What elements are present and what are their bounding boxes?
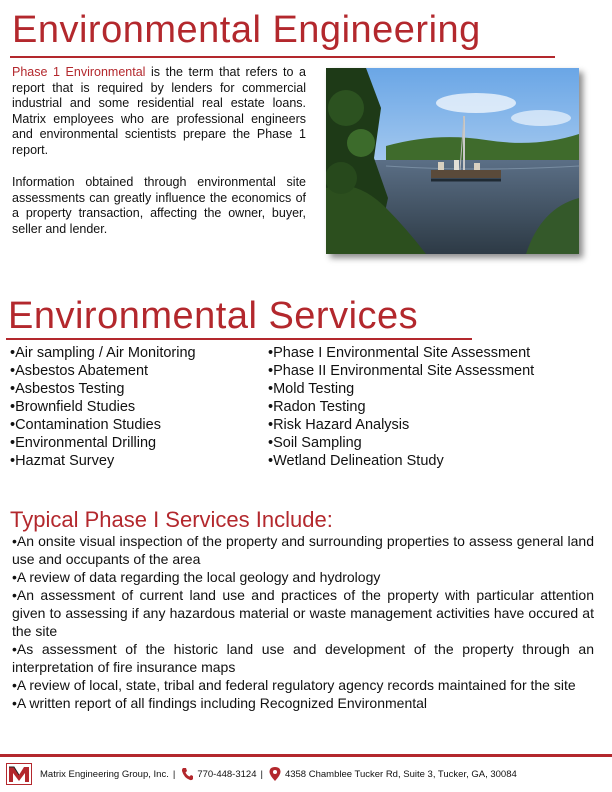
list-item: • As assessment of the historic land use and development of the property through an interpretation of fire insurance maps: [12, 640, 594, 676]
intro-paragraph-1: [12, 65, 306, 158]
footer-rule: [0, 754, 612, 757]
matrix-m-logo-icon: [6, 763, 32, 785]
list-item: • Radon Testing: [268, 398, 598, 416]
list-item: • Phase II Environmental Site Assessment: [268, 362, 598, 380]
list-item: • Asbestos Testing: [10, 380, 265, 398]
list-item: • An onsite visual inspection of the property and surrounding properties to assess general land use and occupants of the area: [12, 532, 594, 568]
intro-paragraph-1-text: is the term that refers to a report that is required by lenders for commercial industrial and some residential real estate loans. Matrix employees who are professional engineers and environmental scientists prepare the Phase 1 report.: [12, 65, 306, 157]
list-item: • Mold Testing: [268, 380, 598, 398]
list-item: • An assessment of current land use and practices of the property with particular attention given to assessing if any hazardous material or waste management activities have occured at the site: [12, 586, 594, 640]
list-item: • Phase I Environmental Site Assessment: [268, 344, 598, 362]
list-item: • A review of data regarding the local geology and hydrology: [12, 568, 594, 586]
lake-photo-illustration: [326, 68, 579, 254]
list-item: • A written report of all findings including Recognized Environmental: [12, 694, 594, 712]
list-item: • Environmental Drilling: [10, 434, 265, 452]
typical-services-title: Typical Phase I Services Include:: [10, 507, 333, 532]
list-item: • Contamination Studies: [10, 416, 265, 434]
list-item: • Asbestos Abatement: [10, 362, 265, 380]
phase-1-highlight: Phase 1 Environmental: [12, 65, 146, 79]
list-item: • Risk Hazard Analysis: [268, 416, 598, 434]
title-rule: [10, 56, 555, 58]
services-rule: [6, 338, 472, 340]
list-item: • Hazmat Survey: [10, 452, 265, 470]
page-title: Environmental Engineering: [12, 9, 481, 51]
list-item: • Air sampling / Air Monitoring: [10, 344, 265, 362]
services-title: Environmental Services: [8, 295, 419, 337]
company-name: Matrix Engineering Group, Inc.: [40, 768, 169, 780]
typical-services-list: [12, 532, 594, 712]
services-list-left: [10, 344, 265, 470]
address: 4358 Chamblee Tucker Rd, Suite 3, Tucker, GA, 30084: [284, 768, 517, 780]
services-list-right: [268, 344, 598, 470]
phone-number: 770-448-3124: [197, 768, 257, 780]
intro-text: [12, 65, 306, 254]
list-item: • Wetland Delineation Study: [268, 452, 598, 470]
list-item: • Brownfield Studies: [10, 398, 265, 416]
list-item: • A review of local, state, tribal and federal regulatory agency records maintained for the site: [12, 676, 594, 694]
phone-icon: [181, 767, 193, 781]
intro-paragraph-2: Information obtained through environmental site assessments can greatly influence the economics of a property transaction, affecting the owner, buyer, seller and lender.: [12, 175, 306, 236]
list-item: • Soil Sampling: [268, 434, 598, 452]
footer: [6, 762, 606, 786]
lake-drilling-photo: [326, 68, 579, 254]
map-pin-icon: [269, 767, 281, 781]
footer-separator: |: [172, 768, 176, 780]
footer-separator: |: [260, 768, 263, 780]
